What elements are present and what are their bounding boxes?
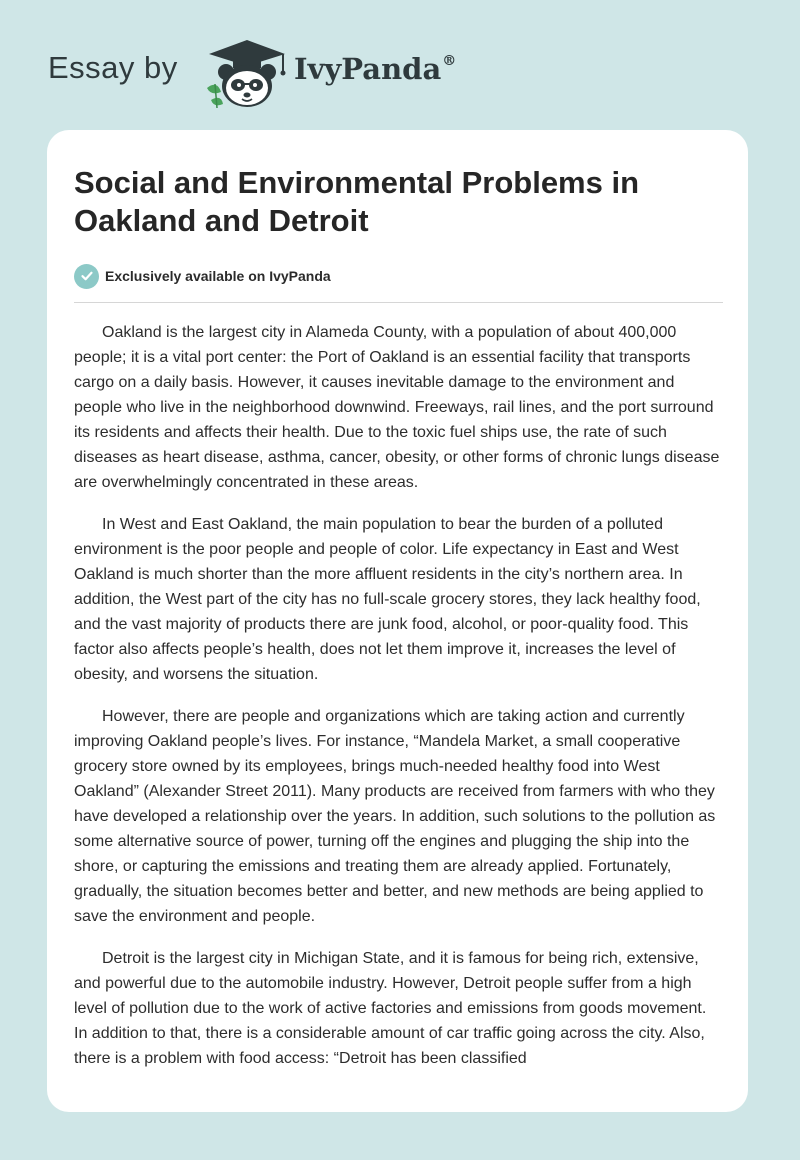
essay-by-label: Essay by xyxy=(48,50,178,85)
essay-body xyxy=(74,320,724,1088)
exclusive-badge xyxy=(74,263,331,289)
paragraph: However, there are people and organizations which are taking action and currently improving Oakland people’s lives. For instance, “Mandela Market, a small cooperative grocery store owned by its employees, brings much-needed healthy food into West Oakland” (Alexander Street 2011). Many products are received from farmers with who they have developed a relationship over the years. In addition, such solutions to the pollution as some alternative source of power, turning off the engines and plugging the ship into the shore, or capturing the emissions and treating them are already applied. Fortunately, gradually, the situation becomes better and better, and new methods are being applied to save the environment and people. xyxy=(74,708,716,925)
registered-mark: ® xyxy=(442,53,457,69)
paragraph: Detroit is the largest city in Michigan State, and it is famous for being rich, extensive, and powerful due to the automobile industry. However, Detroit people suffer from a high level of pollution due to the work of active factories and emissions from goods movement. In addition to that, there is a considerable amount of car traffic going across the city. Also, there is a problem with food access: “Detroit has been classified xyxy=(74,950,707,1067)
essay-card xyxy=(47,130,748,1112)
exclusive-badge-label: Exclusively available on IvyPanda xyxy=(105,268,331,284)
panda-logo-icon[interactable] xyxy=(203,38,291,110)
paragraph: In West and East Oakland, the main population to bear the burden of a polluted environment is the poor people and people of color. Life expectancy in East and West Oakland is much shorter than the more affluent residents in the city’s northern area. In addition, the West part of the city has no full-scale grocery stores, they lack healthy food, and the vast majority of products there are junk food, alcohol, or poor-quality food. This factor also affects people’s health, does not let them improve it, increases the level of obesity, and worsens the situation. xyxy=(74,516,701,683)
essay-title: Social and Environmental Problems in Oakland and Detroit xyxy=(74,165,640,238)
paragraph: Oakland is the largest city in Alameda County, with a population of about 400,000 people; it is a vital port center: the Port of Oakland is an essential facility that transports cargo on a daily basis. However, it causes inevitable damage to the environment and people who live in the neighborhood downwind. Freeways, rail lines, and the port surround its residents and affects their health. Due to the toxic fuel ships use, the rate of such diseases as heart disease, asthma, cancer, obesity, or other forms of chronic lungs disease are overwhelmingly concentrated in these areas. xyxy=(74,324,720,491)
divider xyxy=(74,302,723,303)
brand-text: IvyPanda xyxy=(294,52,442,86)
site-header xyxy=(0,0,800,130)
brand-name[interactable] xyxy=(294,52,456,86)
checkmark-icon xyxy=(74,264,99,289)
